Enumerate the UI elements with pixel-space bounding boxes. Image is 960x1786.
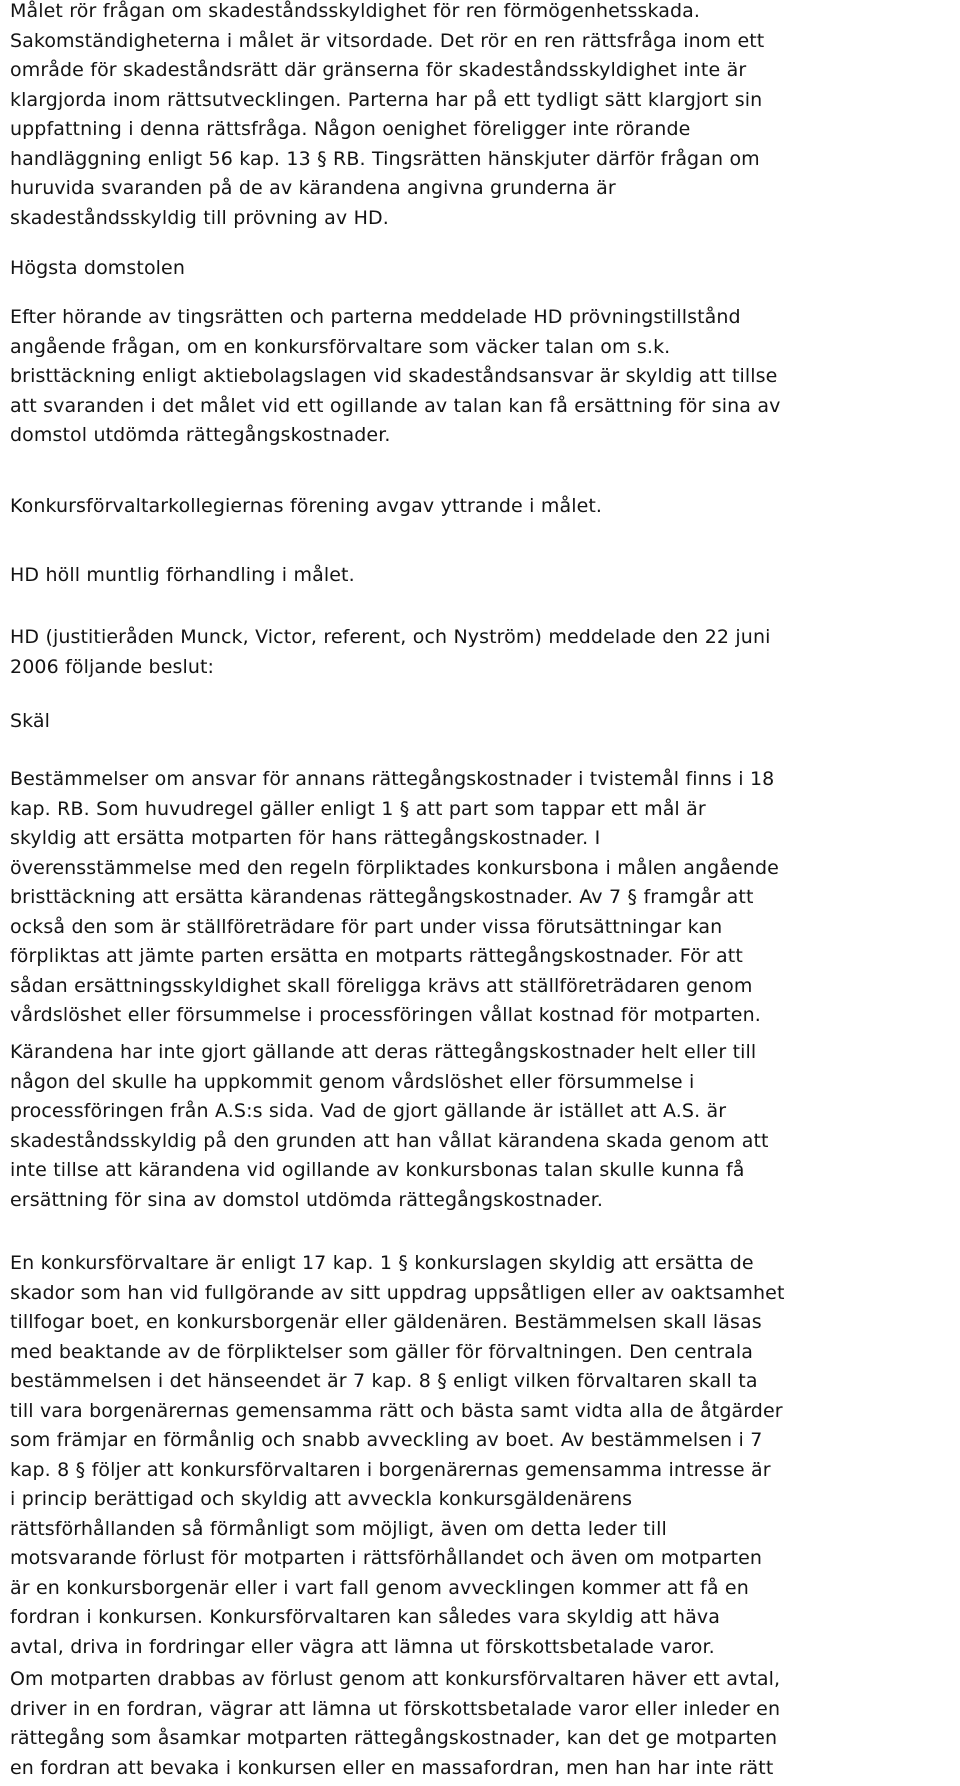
text-line: avtal, driva in fordringar eller vägra att lämna ut förskottsbetalade varor. <box>10 1636 955 1666</box>
paragraph <box>10 626 955 685</box>
text-line: rättegång som åsamkar motparten rättegångskostnader, kan det ge motparten <box>10 1727 955 1757</box>
text-line: kap. 8 § följer att konkursförvaltaren i borgenärernas gemensamma intresse är <box>10 1459 955 1489</box>
text-line: en fordran att bevaka i konkursen eller en massafordran, men han har inte rätt <box>10 1757 955 1786</box>
text-line: förpliktas att jämte parten ersätta en motparts rättegångskostnader. För att <box>10 945 955 975</box>
text-line: Bestämmelser om ansvar för annans rättegångskostnader i tvistemål finns i 18 <box>10 768 955 798</box>
text-line: kap. RB. Som huvudregel gäller enligt 1 § att part som tappar ett mål är <box>10 798 955 828</box>
text-line: skyldig att ersätta motparten för hans rättegångskostnader. I <box>10 827 955 857</box>
text-line: domstol utdömda rättegångskostnader. <box>10 424 955 454</box>
text-line: uppfattning i denna rättsfråga. Någon oenighet föreligger inte rörande <box>10 118 955 148</box>
text-line: Konkursförvaltarkollegiernas förening avgav yttrande i målet. <box>10 495 955 525</box>
text-line: som främjar en förmånlig och snabb avveckling av boet. Av bestämmelsen i 7 <box>10 1429 955 1459</box>
text-line: skadeståndsskyldig på den grunden att han vållat kärandena skada genom att <box>10 1130 955 1160</box>
text-line: med beaktande av de förpliktelser som gäller för förvaltningen. Den centrala <box>10 1341 955 1371</box>
paragraph <box>10 768 955 1034</box>
text-line: skador som han vid fullgörande av sitt uppdrag uppsåtligen eller av oaktsamhet <box>10 1282 955 1312</box>
paragraph <box>10 564 955 594</box>
text-line: i princip berättigad och skyldig att avveckla konkursgäldenärens <box>10 1488 955 1518</box>
text-line: Om motparten drabbas av förlust genom att konkursförvaltaren häver ett avtal, <box>10 1668 955 1698</box>
text-line: Högsta domstolen <box>10 257 955 287</box>
text-line: rättsförhållanden så förmånligt som möjligt, även om detta leder till <box>10 1518 955 1548</box>
text-line: Efter hörande av tingsrätten och parterna meddelade HD prövningstillstånd <box>10 306 955 336</box>
text-line: ersättning för sina av domstol utdömda rättegångskostnader. <box>10 1189 955 1219</box>
text-line: Kärandena har inte gjort gällande att deras rättegångskostnader helt eller till <box>10 1041 955 1071</box>
text-line: motsvarande förlust för motparten i rättsförhållandet och även om motparten <box>10 1547 955 1577</box>
text-line: huruvida svaranden på de av kärandena angivna grunderna är <box>10 177 955 207</box>
paragraph <box>10 1668 955 1786</box>
text-line: En konkursförvaltare är enligt 17 kap. 1 § konkurslagen skyldig att ersätta de <box>10 1252 955 1282</box>
text-line: 2006 följande beslut: <box>10 656 955 686</box>
text-line: Skäl <box>10 710 955 740</box>
section-heading <box>10 257 955 287</box>
paragraph <box>10 1041 955 1218</box>
text-line: bristtäckning enligt aktiebolagslagen vid skadeståndsansvar är skyldig att tillse <box>10 365 955 395</box>
text-line: handläggning enligt 56 kap. 13 § RB. Tingsrätten hänskjuter därför frågan om <box>10 148 955 178</box>
text-line: också den som är ställföreträdare för part under vissa förutsättningar kan <box>10 916 955 946</box>
text-line: någon del skulle ha uppkommit genom vårdslöshet eller försummelse i <box>10 1071 955 1101</box>
text-line: är en konkursborgenär eller i vart fall genom avvecklingen kommer att få en <box>10 1577 955 1607</box>
text-line: inte tillse att kärandena vid ogillande av konkursbonas talan skulle kunna få <box>10 1159 955 1189</box>
text-line: skadeståndsskyldig till prövning av HD. <box>10 207 955 237</box>
text-line: driver in en fordran, vägrar att lämna ut förskottsbetalade varor eller inleder en <box>10 1698 955 1728</box>
text-line: bestämmelsen i det hänseendet är 7 kap. 8 § enligt vilken förvaltaren skall ta <box>10 1370 955 1400</box>
text-line: att svaranden i det målet vid ett ogillande av talan kan få ersättning för sina av <box>10 395 955 425</box>
paragraph <box>10 0 955 236</box>
text-line: angående frågan, om en konkursförvaltare som väcker talan om s.k. <box>10 336 955 366</box>
text-line: bristtäckning att ersätta kärandenas rättegångskostnader. Av 7 § framgår att <box>10 886 955 916</box>
paragraph <box>10 306 955 454</box>
text-line: processföringen från A.S:s sida. Vad de gjort gällande är istället att A.S. är <box>10 1100 955 1130</box>
text-line: klargjorda inom rättsutvecklingen. Parterna har på ett tydligt sätt klargjort sin <box>10 89 955 119</box>
text-line: vårdslöshet eller försummelse i processföringen vållat kostnad för motparten. <box>10 1004 955 1034</box>
text-line: område för skadeståndsrätt där gränserna för skadeståndsskyldighet inte är <box>10 59 955 89</box>
text-line: sådan ersättningsskyldighet skall föreligga krävs att ställföreträdaren genom <box>10 975 955 1005</box>
section-heading <box>10 710 955 740</box>
text-line: överensstämmelse med den regeln förpliktades konkursbona i målen angående <box>10 857 955 887</box>
paragraph <box>10 495 955 525</box>
text-line: HD höll muntlig förhandling i målet. <box>10 564 955 594</box>
paragraph <box>10 1252 955 1665</box>
text-line: fordran i konkursen. Konkursförvaltaren kan således vara skyldig att häva <box>10 1606 955 1636</box>
text-line: HD (justitieråden Munck, Victor, referent, och Nyström) meddelade den 22 juni <box>10 626 955 656</box>
text-line: Målet rör frågan om skadeståndsskyldighet för ren förmögenhetsskada. <box>10 0 955 30</box>
text-line: till vara borgenärernas gemensamma rätt och bästa samt vidta alla de åtgärder <box>10 1400 955 1430</box>
text-line: Sakomständigheterna i målet är vitsordade. Det rör en ren rättsfråga inom ett <box>10 30 955 60</box>
text-line: tillfogar boet, en konkursborgenär eller gäldenären. Bestämmelsen skall läsas <box>10 1311 955 1341</box>
